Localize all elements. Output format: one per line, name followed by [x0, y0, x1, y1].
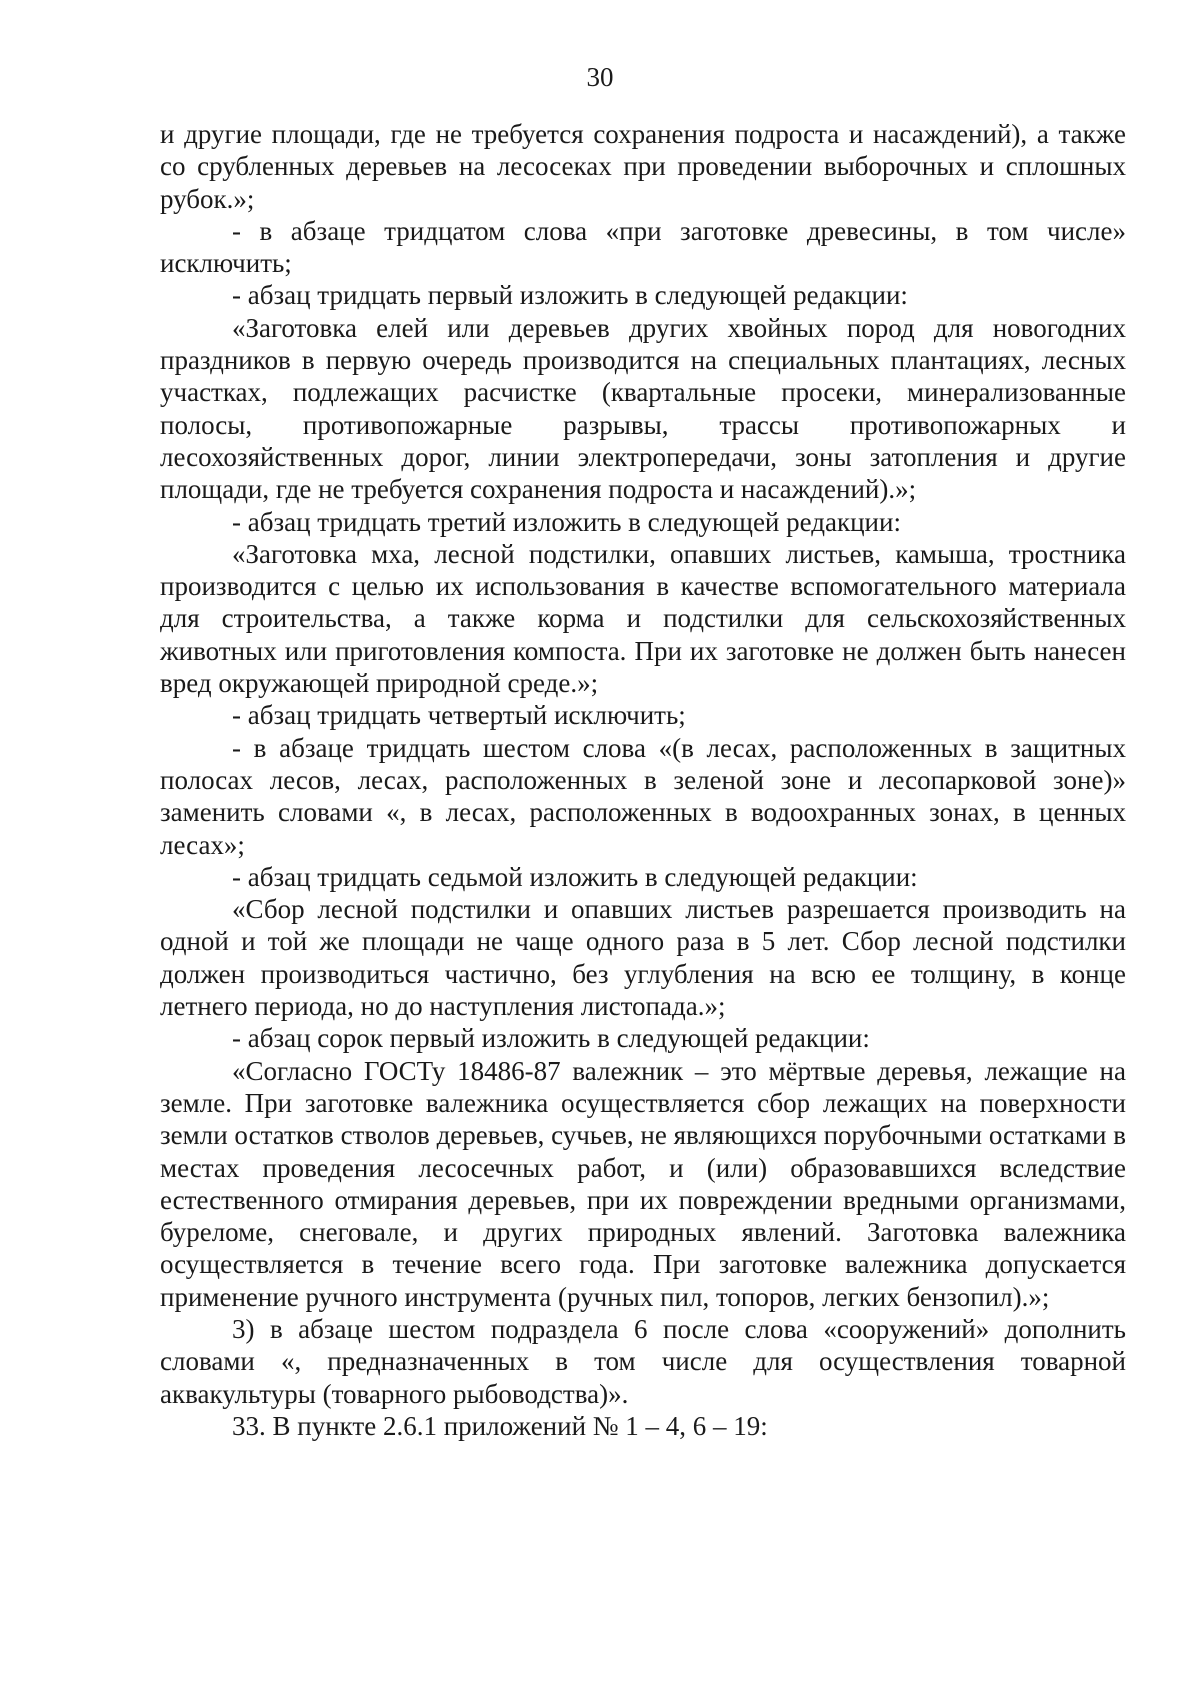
paragraph-amendment-41-text: «Согласно ГОСТу 18486-87 валежник – это мёртвые деревья, лежащие на земле. При заготовке валежника осуществляется сбор лежащих на поверхности земли остатков стволов деревьев, сучьев, не являющихся порубочными остатками в местах проведения лесосечных работ, и (или) образовавшихся вследствие естественного отмирания деревьев, при их повреждении вредными организмами, буреломе, снеговале, и других природных явлений. Заготовка валежника осуществляется в течение всего года. При заготовке валежника допускается применение ручного инструмента (ручных пил, топоров, легких бензопил).»; [160, 1055, 1126, 1312]
paragraph-amendment-37-text: «Сбор лесной подстилки и опавших листьев разрешается производить на одной и той же площади не чаще одного раза в 5 лет. Сбор лесной подстилки должен производиться частично, без углубления на всю ее толщину, в конце летнего периода, но до наступления листопада.»; [160, 894, 1126, 1022]
paragraph-amendment-31-text: «Заготовка елей или деревьев других хвойных пород для новогодних праздников в первую очередь производится на специальных плантациях, лесных участках, подлежащих расчистке (квартальные просеки, минерализованные полосы, противопожарные разрывы, трассы противопожарных и лесохозяйственных дорог, линии электропередачи, зоны затопления и другие площади, где не требуется сохранения подроста и насаждений).»; [160, 312, 1126, 505]
paragraph-amendment-33-text: «Заготовка мха, лесной подстилки, опавших листьев, камыша, тростника производится с целью их использования в качестве вспомогательного материала для строительства, а также корма и подстилки для сельскохозяйственных животных или приготовления компоста. При их заготовке не должен быть нанесен вред окружающей природной среде.»; [160, 538, 1126, 699]
document-body [160, 118, 1126, 1442]
paragraph-item-3: 3) в абзаце шестом подраздела 6 после слова «сооружений» дополнить словами «, предназначенных в том числе для осуществления товарной аквакультуры (товарного рыбоводства)». [160, 1313, 1126, 1409]
page-number: 30 [586, 62, 614, 92]
paragraph-amendment-31-intro: - абзац тридцать первый изложить в следующей редакции: [232, 280, 908, 311]
paragraph-amendment-33-intro: - абзац тридцать третий изложить в следующей редакции: [232, 506, 901, 537]
paragraph-amendment-41-intro: - абзац сорок первый изложить в следующей редакции: [232, 1023, 870, 1054]
paragraph-amendment-34: - абзац тридцать четвертый исключить; [232, 700, 686, 731]
paragraph-amendment-36: - в абзаце тридцать шестом слова «(в лесах, расположенных в защитных полосах лесов, лесах, расположенных в зеленой зоне и лесопарковой зоне)» заменить словами «, в лесах, расположенных в водоохранных зонах, в ценных лесах»; [160, 732, 1126, 860]
paragraph-amendment-37-intro: - абзац тридцать седьмой изложить в следующей редакции: [232, 861, 918, 892]
paragraph-amendment-30: - в абзаце тридцатом слова «при заготовке древесины, в том числе» исключить; [160, 215, 1126, 279]
paragraph-item-33: 33. В пункте 2.6.1 приложений № 1 – 4, 6 – 19: [232, 1410, 768, 1441]
paragraph-continuation: и другие площади, где не требуется сохранения подроста и насаждений), а также со срубленных деревьев на лесосеках при проведении выборочных и сплошных рубок.»; [160, 119, 1126, 214]
